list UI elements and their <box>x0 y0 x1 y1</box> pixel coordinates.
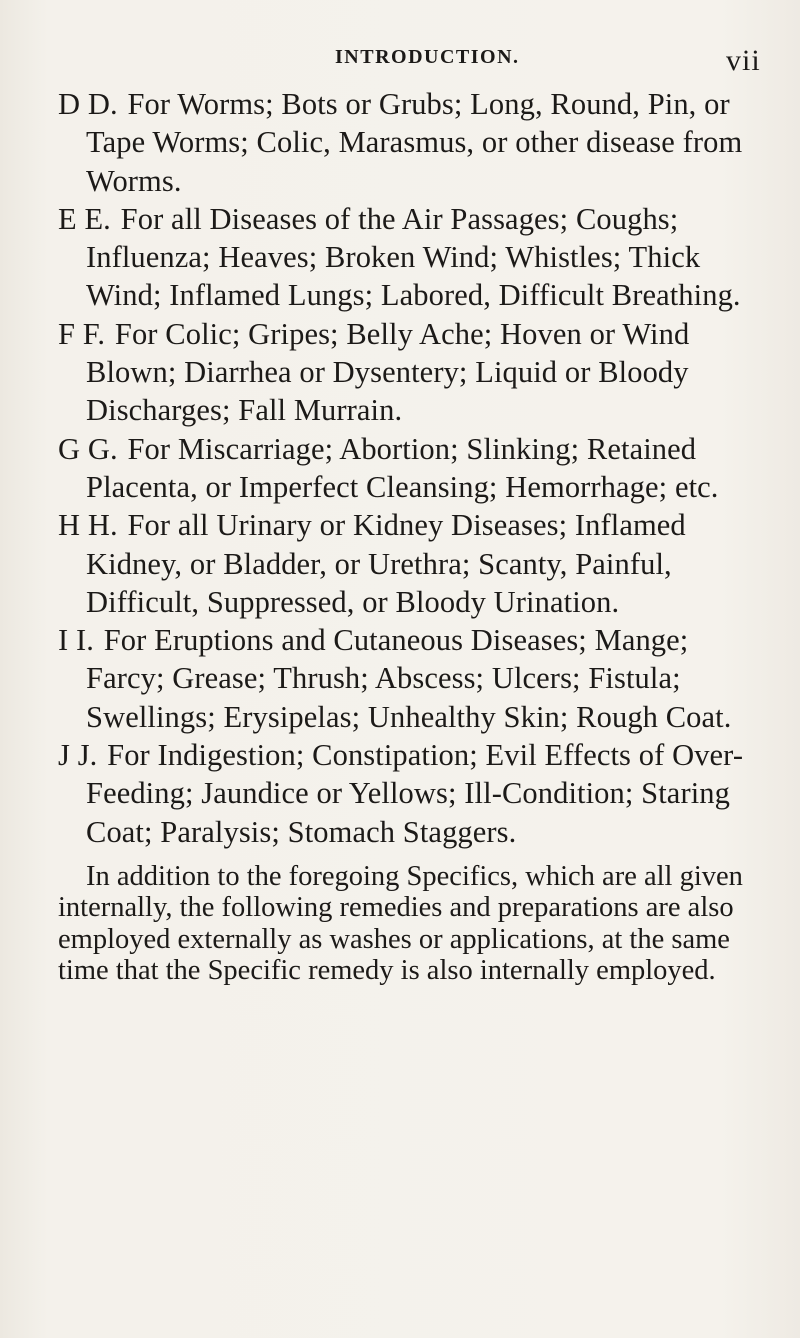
list-item <box>58 85 773 200</box>
entry-key: D D. <box>58 87 118 121</box>
running-head: INTRODUCTION. <box>335 46 520 68</box>
closing-paragraph: In addition to the foregoing Specifics, which are all given internally, the following remedies and preparations are also employed externally as washes or applications, at the same time that the Specific remedy is also internally employed. <box>58 860 743 987</box>
entry-text: For all Diseases of the Air Passages; Coughs; Influenza; Heaves; Broken Wind; Whistles; Thick Wind; Inflamed Lungs; Labored, Difficult Breathing. <box>86 201 741 313</box>
list-item <box>58 736 773 851</box>
entry-text: For all Urinary or Kidney Diseases; Inflamed Kidney, or Bladder, or Urethra; Scanty, Painful, Difficult, Suppressed, or Bloody Urination. <box>86 508 686 619</box>
list-item <box>58 315 773 430</box>
list-item <box>58 621 773 736</box>
entry-text: For Worms; Bots or Grubs; Long, Round, Pin, or Tape Worms; Colic, Marasmus, or other disease from Worms. <box>86 87 743 198</box>
list-item <box>58 506 773 621</box>
list-item <box>58 430 773 507</box>
entry-key: G G. <box>58 431 118 466</box>
page-body <box>58 85 773 987</box>
entry-text: For Colic; Gripes; Belly Ache; Hoven or Wind Blown; Diarrhea or Dysentery; Liquid or Bloody Discharges; Fall Murrain. <box>86 316 690 428</box>
entry-key: H H. <box>58 508 118 543</box>
entry-key: E E. <box>58 201 111 236</box>
entry-key: J J. <box>58 738 98 773</box>
page-number: vii <box>726 44 761 77</box>
entry-key: F F. <box>58 316 106 351</box>
entry-key: I I. <box>58 623 94 658</box>
entry-text: For Eruptions and Cutaneous Diseases; Mange; Farcy; Grease; Thrush; Abscess; Ulcers; Fistula; Swellings; Erysipelas; Unhealthy Skin; Rough Coat. <box>86 623 732 734</box>
entry-text: For Indigestion; Constipation; Evil Effects of Over-Feeding; Jaundice or Yellows; Ill-Condition; Staring Coat; Paralysis; Stomach Staggers. <box>86 738 744 849</box>
entry-text: For Miscarriage; Abortion; Slinking; Retained Placenta, or Imperfect Cleansing; Hemorrhage; etc. <box>86 431 719 504</box>
list-item <box>58 200 773 315</box>
